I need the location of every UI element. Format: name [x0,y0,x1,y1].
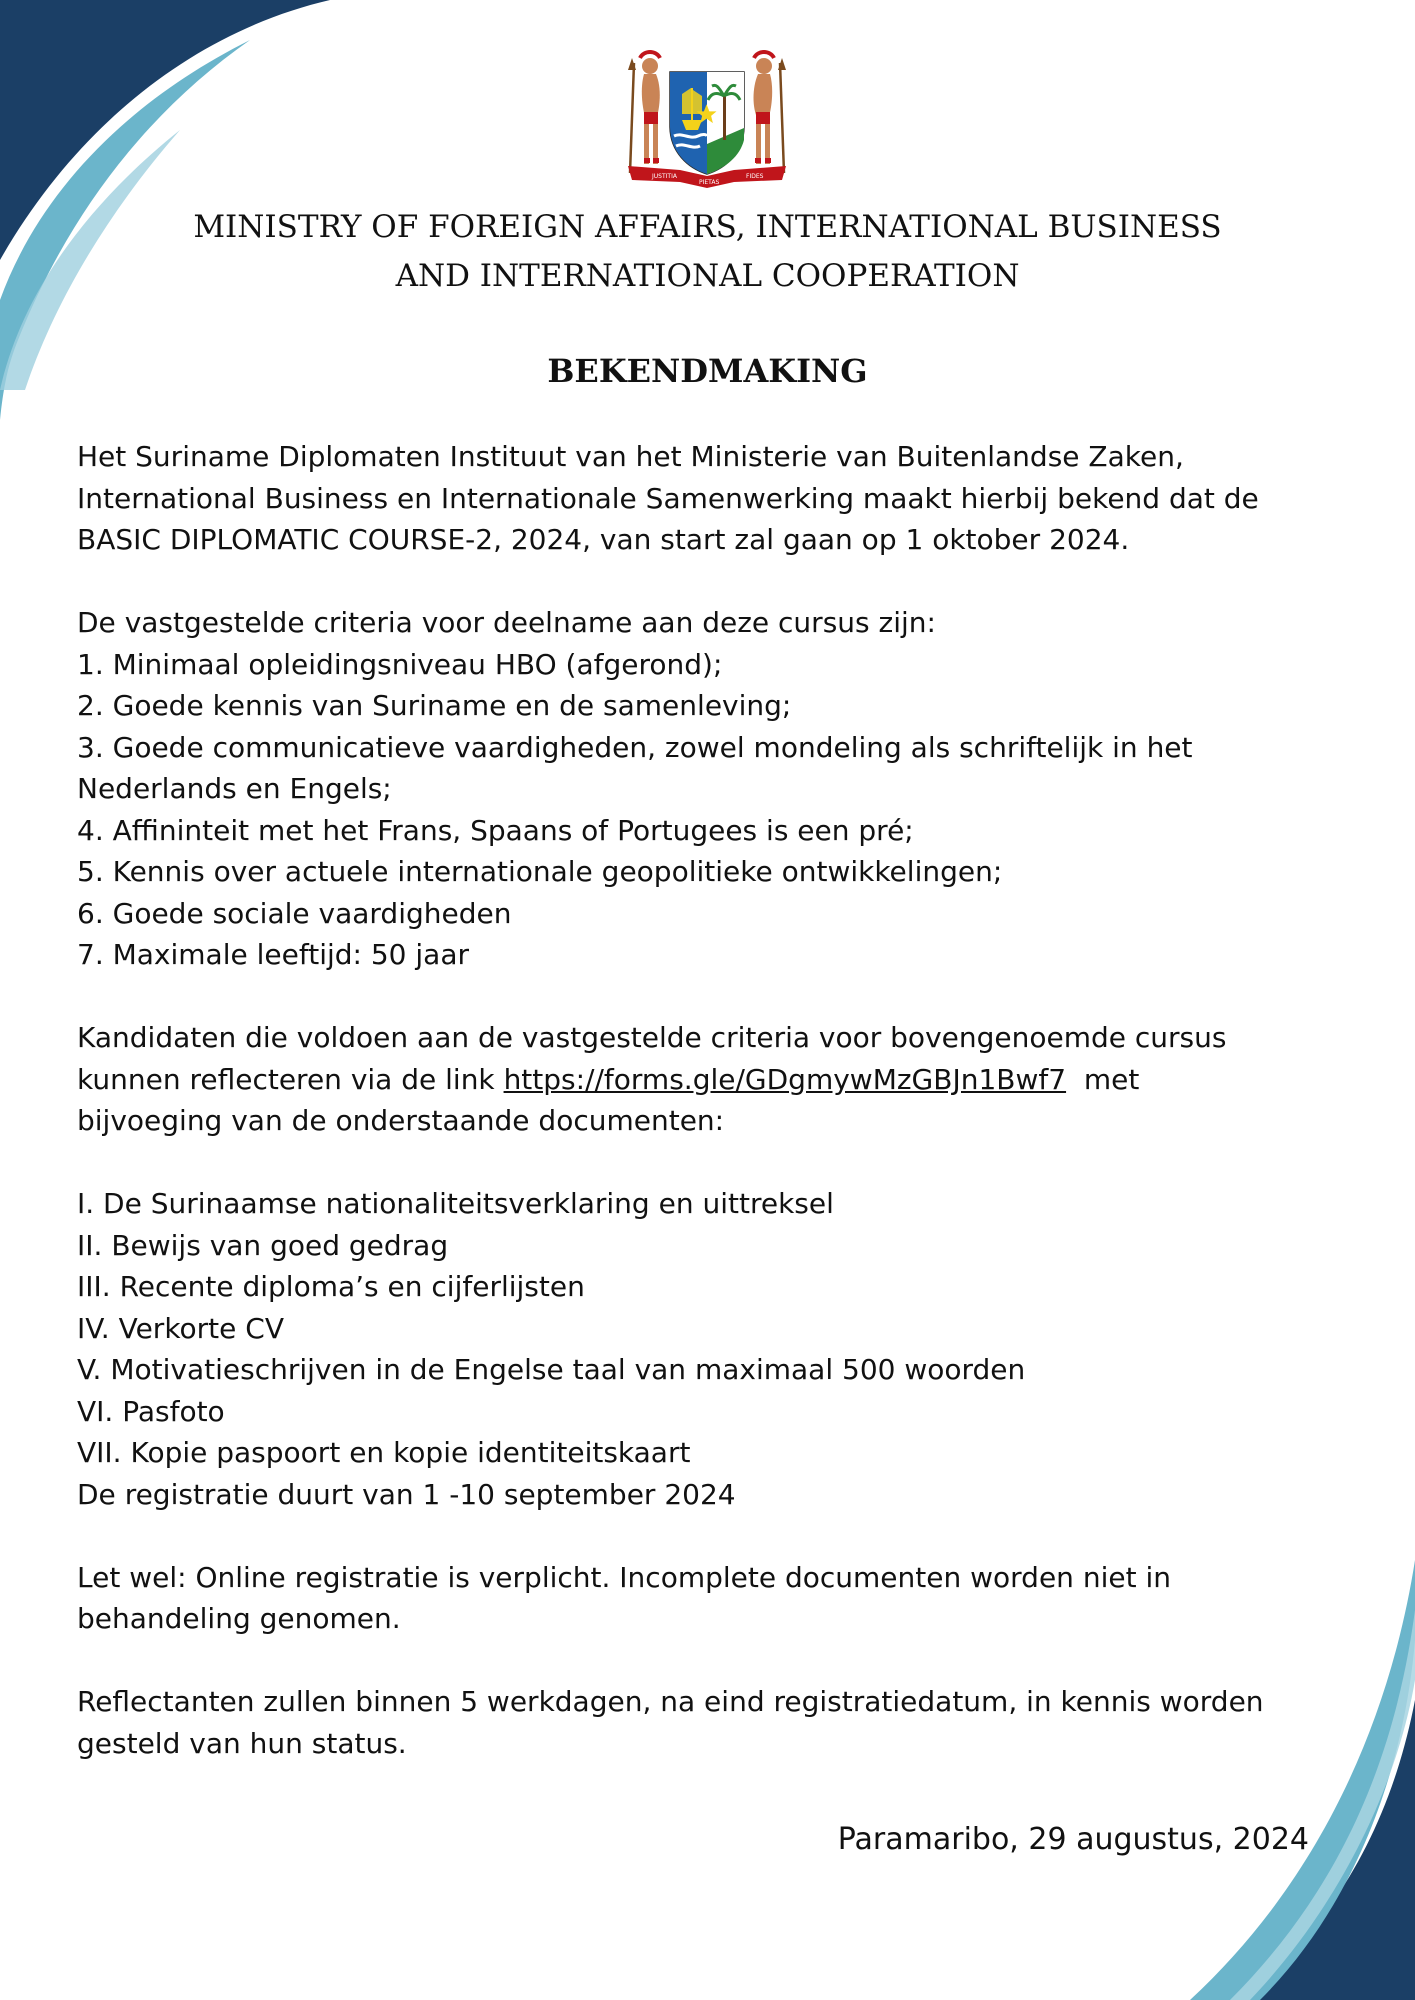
right-supporter-figure [754,52,787,173]
document-item: III. Recente diploma’s en cijferlijsten [77,1270,585,1303]
criteria-intro: De vastgestelde criteria voor deelname aan deze cursus zijn: [77,606,936,639]
paragraph-gap [77,1142,1342,1184]
criteria-item: 1. Minimaal opleidingsniveau HBO (afgerond); [77,647,723,681]
criteria-item: 5. Kennis over actuele internationale geopolitieke ontwikkelingen; [77,855,1003,888]
status-line: gesteld van hun status. [77,1726,407,1760]
criteria-item: 7. Maximale leeftijd: 50 jaar [77,938,469,971]
paragraph-gap [77,976,1342,1018]
apply-line-with-link [77,1059,1342,1101]
document-item: I. De Surinaamse nationaliteitsverklaring en uittreksel [77,1187,834,1220]
registration-period: De registratie duurt van 1 -10 september 2024 [77,1477,736,1511]
document-item: VII. Kopie paspoort en kopie identiteitskaart [77,1436,691,1469]
svg-text:JUSTITIA: JUSTITIA [652,173,677,180]
status-line: Reflectanten zullen binnen 5 werkdagen, na eind registratiedatum, in kennis worden [77,1685,1264,1718]
criteria-item: 4. Affininteit met het Frans, Spaans of Portugees is een pré; [77,813,914,847]
notice-line: behandeling genomen. [77,1602,401,1635]
shield [670,72,744,174]
notice-line: Let wel: Online registratie is verplicht. Incomplete documenten worden niet in [77,1560,1171,1594]
paragraph-gap [77,1640,1342,1682]
intro-line: BASIC DIPLOMATIC COURSE-2, 2024, van start zal gaan op 1 oktober 2024. [77,523,1130,556]
document-item: II. Bewijs van goed gedrag [77,1228,449,1262]
criteria-item: 6. Goede sociale vaardigheden [77,896,512,930]
criteria-item: Nederlands en Engels; [77,772,392,805]
ministry-name-line-2: AND INTERNATIONAL COOPERATION [395,258,1020,294]
ministry-name-line-1: MINISTRY OF FOREIGN AFFAIRS, INTERNATIONAL BUSINESS [193,209,1222,245]
suriname-coat-of-arms-icon [622,48,792,190]
document-item: IV. Verkorte CV [77,1311,284,1345]
document-heading: BEKENDMAKING [547,352,868,390]
svg-text:PIETAS: PIETAS [699,179,720,186]
intro-line: Het Suriname Diplomaten Instituut van het Ministerie van Buitenlandse Zaken, [77,440,1184,473]
apply-line-text: met [1066,1062,1140,1096]
intro-line: International Business en Internationale Samenwerking maakt hierbij bekend dat de [77,481,1259,515]
left-supporter-figure [628,52,660,173]
criteria-item: 2. Goede kennis van Suriname en de samenleving; [77,689,792,722]
document-item: VI. Pasfoto [77,1394,225,1428]
place-and-date: Paramaribo, 29 augustus, 2024 [837,1822,1309,1857]
apply-line: bijvoeging van de onderstaande documenten: [77,1104,725,1137]
announcement-body [77,436,1342,1764]
paragraph-gap [77,561,1342,603]
ministry-name [100,203,1315,301]
apply-line: Kandidaten die voldoen aan de vastgestelde criteria voor bovengenoemde cursus [77,1021,1227,1054]
document-item: V. Motivatieschrijven in de Engelse taal van maximaal 500 woorden [77,1353,1026,1386]
registration-form-link[interactable]: https://forms.gle/GDgmywMzGBJn1Bwf7 [503,1062,1067,1096]
svg-text:FIDES: FIDES [746,173,764,180]
paragraph-gap [77,1515,1342,1557]
apply-line-text: kunnen reflecteren via de link [77,1062,504,1096]
criteria-item: 3. Goede communicatieve vaardigheden, zowel mondeling als schriftelijk in het [77,730,1193,764]
